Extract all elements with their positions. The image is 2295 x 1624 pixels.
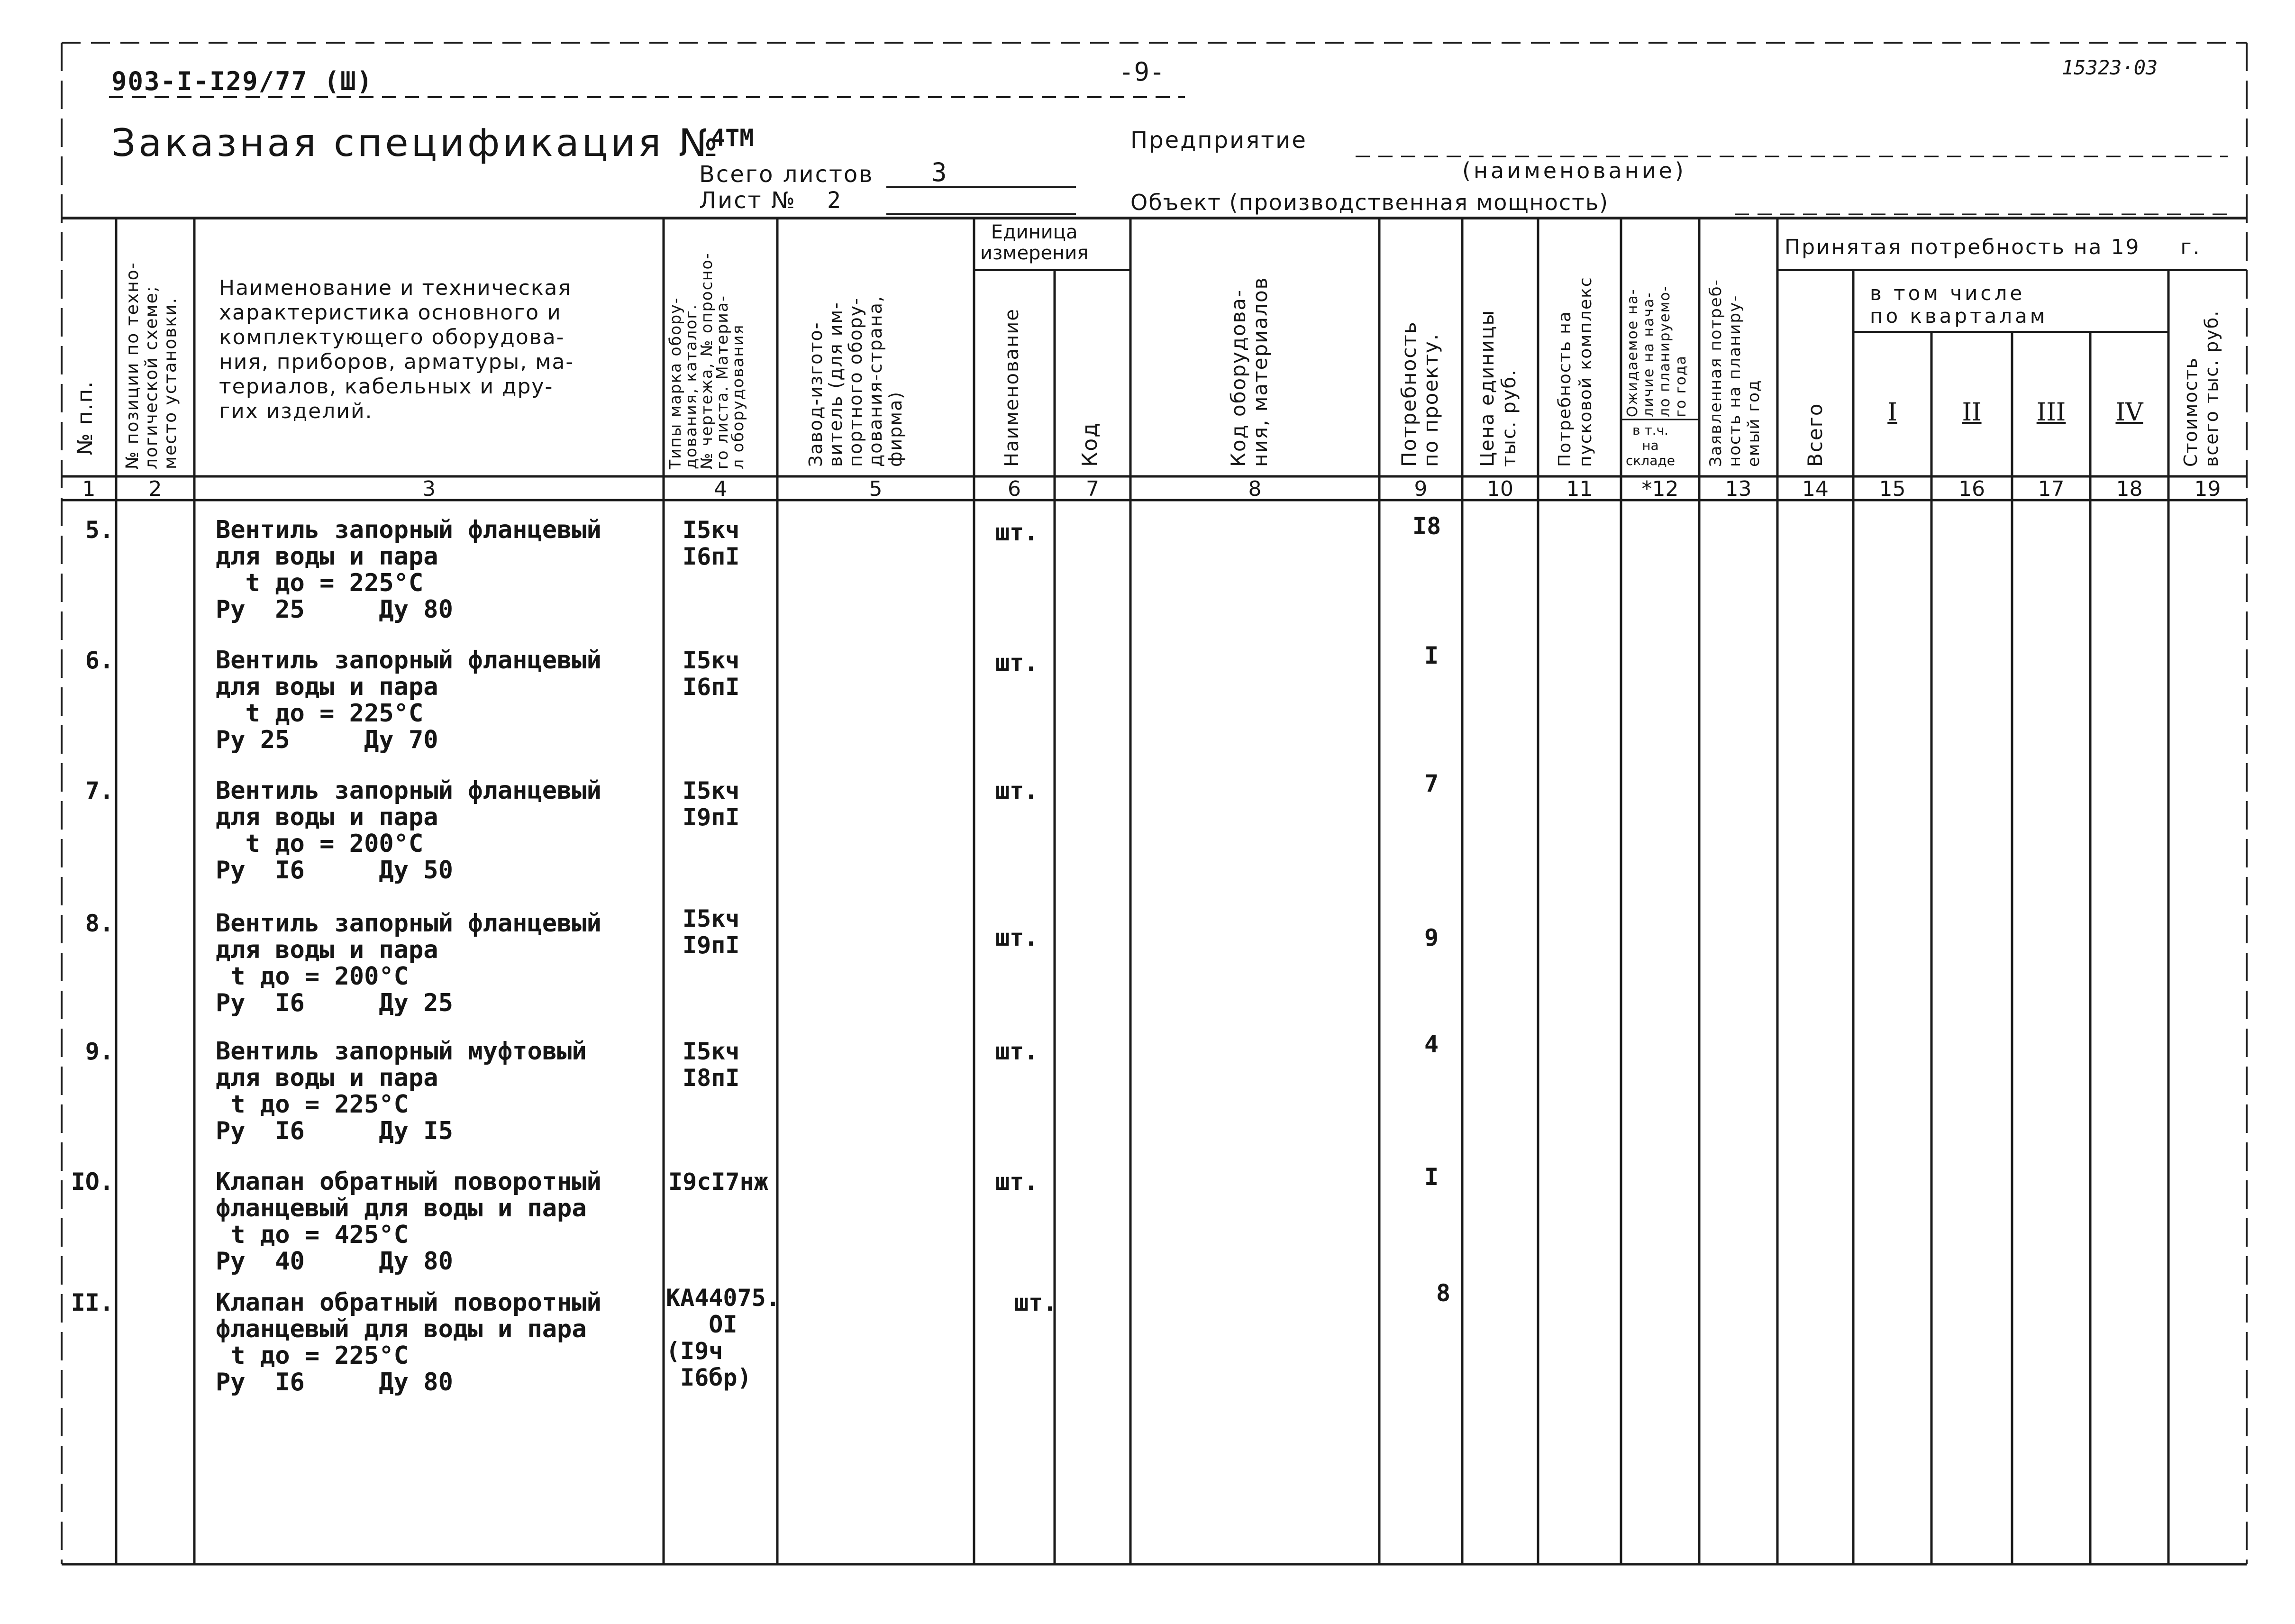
item-description: Вентиль запорный фланцевый для воды и пара t до = 225°C Ру 25 Ду 80 xyxy=(216,516,601,624)
col-header-8: Код оборудова- ния, материалов xyxy=(1227,276,1272,467)
col-number: 16 xyxy=(1958,477,1985,501)
document-code: 903-I-I29/77 (Ш) xyxy=(111,66,373,96)
col-number: 19 xyxy=(2194,477,2221,501)
col-header-unit: Единица измерения xyxy=(980,221,1089,264)
col-header-19: Стоимость всего тыс. руб. xyxy=(2180,310,2222,467)
sheets-total-value: 3 xyxy=(931,157,947,187)
col-header-7: Код xyxy=(1078,422,1102,467)
item-quantity: I xyxy=(1424,642,1439,669)
col-number: 18 xyxy=(2116,477,2143,501)
col-number: 13 xyxy=(1725,477,1752,501)
item-description: Клапан обратный поворотный фланцевый для воды и пара t до = 225°C Ру I6 Ду 80 xyxy=(216,1288,601,1396)
item-unit: шт. xyxy=(995,649,1038,676)
row-number: IO. xyxy=(71,1168,114,1195)
item-unit: шт. xyxy=(995,1038,1038,1065)
enterprise-label: Предприятие xyxy=(1130,127,1307,154)
col-number: 5 xyxy=(869,477,883,501)
col-header-16: II xyxy=(1962,398,1982,427)
col-number: 9 xyxy=(1414,477,1428,501)
item-quantity: I8 xyxy=(1412,512,1441,540)
col-number: 15 xyxy=(1879,477,1906,501)
col-header-1: № п.п. xyxy=(73,380,97,455)
col-header-quarters: в том числе по кварталам xyxy=(1870,282,2048,328)
item-type: I5кч I6пI xyxy=(683,516,740,570)
item-unit: шт. xyxy=(995,924,1038,951)
col-header-12b: в т.ч. на складе xyxy=(1626,422,1675,468)
row-number: 9. xyxy=(85,1038,114,1065)
col-header-12: Ожидаемое на- личие на нача- ло планируемо- го года xyxy=(1624,285,1689,417)
item-description: Вентиль запорный фланцевый для воды и пара t до = 225°C Ру 25 Ду 70 xyxy=(216,646,601,754)
row-number: II. xyxy=(71,1289,114,1316)
col-number: 7 xyxy=(1086,477,1099,501)
item-unit: шт. xyxy=(1014,1289,1057,1316)
col-header-15: I xyxy=(1887,398,1897,427)
col-header-11: Потребность на пусковой комплекс xyxy=(1555,276,1595,467)
item-quantity: 8 xyxy=(1436,1279,1451,1307)
object-label: Объект (производственная мощность) xyxy=(1130,190,1609,215)
col-number: 11 xyxy=(1566,477,1593,501)
col-header-10: Цена единицы тыс. руб. xyxy=(1476,309,1520,467)
sheets-total-label: Всего листов xyxy=(699,161,874,188)
col-header-6: Наименование xyxy=(1001,308,1023,467)
col-header-2: № позиции по техно- логической схеме; место установки. xyxy=(123,262,180,469)
col-header-18: IV xyxy=(2115,398,2143,427)
item-quantity: 9 xyxy=(1424,924,1439,951)
item-description: Вентиль запорный фланцевый для воды и пара t до = 200°C Ру I6 Ду 25 xyxy=(216,909,601,1017)
col-header-accepted: Принятая потребность на 19 г. xyxy=(1785,235,2201,259)
enterprise-name-label: (наименование) xyxy=(1462,158,1686,183)
col-header-14: Всего xyxy=(1803,402,1827,467)
item-type: I5кч I9пI xyxy=(683,777,740,831)
col-number: 10 xyxy=(1487,477,1513,501)
col-header-4: Типы марка обору- дования, каталог. № чертежа, № опросно- го листа. Материа- л оборудования xyxy=(666,252,747,469)
row-number: 8. xyxy=(85,910,114,937)
col-header-17: III xyxy=(2036,398,2066,427)
row-number: 7. xyxy=(85,777,114,804)
col-number: 6 xyxy=(1008,477,1021,501)
col-header-3: Наименование и техническая характеристика основного и комплектующего оборудова- ния, приборов, арматуры, ма- териалов, кабельных и дру- гих изделий. xyxy=(219,276,574,423)
sheet-number-value: 2 xyxy=(827,187,841,214)
item-unit: шт. xyxy=(995,519,1038,546)
item-type: I5кч I6пI xyxy=(683,647,740,701)
item-quantity: 4 xyxy=(1424,1031,1439,1058)
item-description: Вентиль запорный муфтовый для воды и пара t до = 225°C Ру I6 Ду I5 xyxy=(216,1037,587,1145)
spec-title: Заказная спецификация № xyxy=(111,121,721,165)
row-number: 5. xyxy=(85,516,114,544)
col-header-13: Заявленная потреб- ность на планиру- емый год xyxy=(1706,279,1763,467)
row-number: 6. xyxy=(85,647,114,674)
sheet-number-label: Лист № xyxy=(699,187,796,214)
col-number: 14 xyxy=(1802,477,1829,501)
item-type: I9сI7нж xyxy=(668,1168,768,1195)
item-unit: шт. xyxy=(995,777,1038,804)
spec-number: 4ТМ xyxy=(711,124,754,152)
col-header-5: Завод-изгото- витель (для им- портного обору- дования-страна, фирма) xyxy=(805,295,906,467)
col-number: 3 xyxy=(422,477,436,501)
page-number: -9- xyxy=(1119,57,1165,87)
item-quantity: 7 xyxy=(1424,770,1439,797)
col-number: 8 xyxy=(1248,477,1262,501)
item-type: I5кч I9пI xyxy=(683,905,740,959)
item-description: Клапан обратный поворотный фланцевый для воды и пара t до = 425°C Ру 40 Ду 80 xyxy=(216,1168,601,1276)
item-unit: шт. xyxy=(995,1168,1038,1195)
col-number: 17 xyxy=(2038,477,2065,501)
item-description: Вентиль запорный фланцевый для воды и пара t до = 200°C Ру I6 Ду 50 xyxy=(216,776,601,885)
corner-code: 15323·03 xyxy=(2062,56,2158,79)
item-type: КА44075. OI (I9ч I6бр) xyxy=(666,1284,780,1391)
item-type: I5кч I8пI xyxy=(683,1038,740,1092)
col-number: 4 xyxy=(714,477,727,501)
col-header-9: Потребность по проекту. xyxy=(1397,321,1442,467)
col-number: 2 xyxy=(148,477,162,501)
item-quantity: I xyxy=(1424,1163,1439,1191)
col-number: *12 xyxy=(1641,477,1679,501)
col-number: 1 xyxy=(82,477,96,501)
